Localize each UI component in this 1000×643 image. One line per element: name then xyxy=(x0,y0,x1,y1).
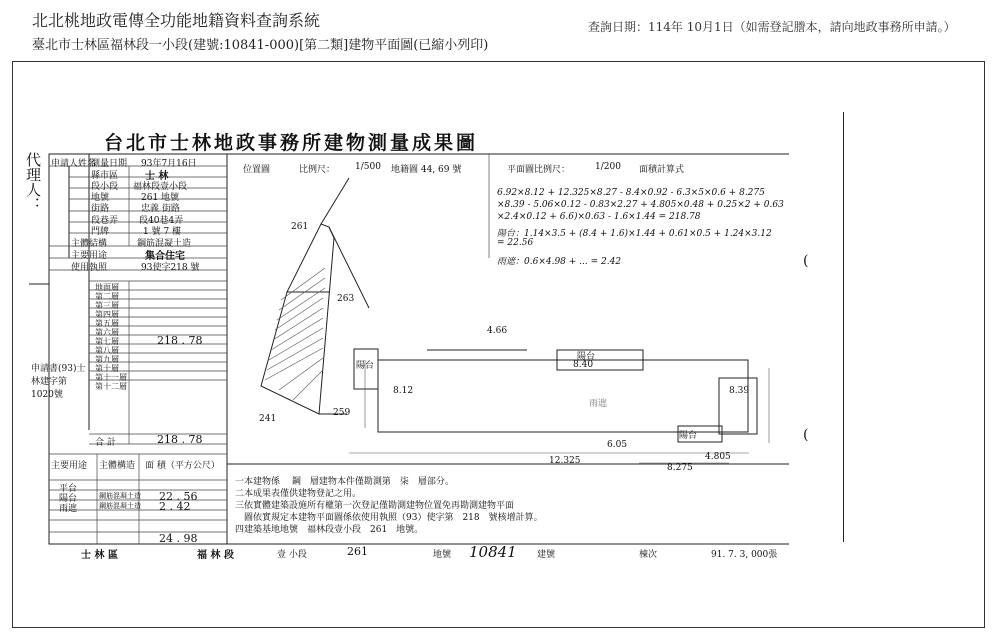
paren-mark-1: ( xyxy=(803,253,809,269)
lot-number-241: 241 xyxy=(259,414,277,424)
note-3: 三依實體建築設施所有權第一次登記僅勘測建物位置免再勘測建物平面 xyxy=(235,501,515,511)
footer-lot: 261 xyxy=(347,545,368,558)
total-value: 218 . 78 xyxy=(157,433,203,446)
floor-label-1: 第二層 xyxy=(95,292,119,301)
document-title: 台北市士林地政事務所建物測量成果圖 xyxy=(104,132,479,154)
floor-label-2: 第三層 xyxy=(95,301,119,310)
left-applicant-note: 申請書(93)士林建字第1020號 xyxy=(31,364,86,400)
floor-label-11: 第十二層 xyxy=(95,382,127,391)
footer-building-number: 10841 xyxy=(469,543,517,561)
survey-document xyxy=(24,118,790,562)
row-value-1: 福林段壹小段 xyxy=(133,182,188,192)
footer-building-label: 建號 xyxy=(537,550,556,560)
footer-batch-label: 棟次 xyxy=(639,550,658,560)
annex-total: 24 . 98 xyxy=(159,532,198,545)
annex-use-0: 平台 xyxy=(59,484,78,494)
floor-label-7: 第八層 xyxy=(95,346,119,355)
row-label-2: 地號 xyxy=(91,193,110,203)
position-map-label: 位置圖 xyxy=(243,165,271,175)
dim-bottom: 12.325 xyxy=(549,456,581,466)
room-balcony-right: 陽台 xyxy=(679,431,698,441)
room-balcony-left: 陽台 xyxy=(356,361,375,371)
calc-line-5: 雨遮：0.6×4.98 + ... = 2.42 xyxy=(497,257,622,267)
dim-right-height: 8.39 xyxy=(729,386,750,396)
annex-use-1: 陽台 xyxy=(59,494,78,504)
footer-small-section: 壹 小段 xyxy=(277,550,307,560)
floor-label-3: 第四層 xyxy=(95,310,119,319)
annex-header-use: 主要用途 xyxy=(51,461,88,471)
note-5: 四建築基地地號 福林段壹小段 261 地號。 xyxy=(235,525,424,535)
calc-line-3: 陽台：1.14×3.5 + (8.4 + 1.6)×1.44 + 0.61×0.5 + 1.24×3.12 xyxy=(497,229,772,239)
footer-lot-label: 地號 xyxy=(433,550,452,560)
floor-label-9: 第十層 xyxy=(95,364,119,373)
annex-struct-1: 鋼筋混凝土造 xyxy=(99,492,141,500)
row-label-4: 段巷弄 xyxy=(91,216,119,226)
lot-number-263: 263 xyxy=(337,294,355,304)
annex-area-1: 22 . 56 xyxy=(159,490,198,503)
total-label: 合 計 xyxy=(95,438,116,448)
survey-date-label: 測量日期 xyxy=(91,159,128,169)
scale-label-2: 平面圖比例尺： xyxy=(507,165,571,175)
calc-line-0: 6.92×8.12 + 12.325×8.27 - 8.4×0.92 - 6.3×5×0.6 + 8.275 xyxy=(497,188,765,198)
lot-number-261: 261 xyxy=(291,222,309,232)
dim-bottom-right-3: 6.05 xyxy=(607,440,628,450)
row-label-7: 主要用途 xyxy=(71,251,108,261)
annex-header-area: 面 積（平方公尺） xyxy=(145,461,220,471)
calc-line-1: ×8.39 - 5.06×0.12 - 0.83×2.27 + 4.805×0.48 + 0.25×2 + 0.63 xyxy=(497,200,784,210)
room-rain-shelter: 雨遮 xyxy=(589,399,608,409)
scale-value-1: 1/500 xyxy=(355,162,381,172)
paren-mark-2: ( xyxy=(803,427,809,443)
dim-left-height: 8.12 xyxy=(393,386,414,396)
row-value-3: 忠義 街路 xyxy=(141,204,180,214)
agent-handwriting: 代理人： xyxy=(24,152,42,212)
row-label-1: 段小段 xyxy=(91,182,119,192)
calc-line-4: = 22.56 xyxy=(497,238,534,248)
annex-area-2: 2 . 42 xyxy=(159,500,191,513)
row-label-6: 主體結構 xyxy=(71,239,108,249)
calc-label: 面積計算式 xyxy=(639,165,685,175)
footer-section: 福 林 段 xyxy=(197,550,234,561)
floor-label-4: 第五層 xyxy=(95,319,119,328)
row-value-0: 士 林 xyxy=(145,171,169,182)
dim-top-left: 4.66 xyxy=(487,326,508,336)
floor-label-0: 地面層 xyxy=(95,283,119,292)
calc-line-2: ×2.4×0.12 + 6.6)×0.63 - 1.6×1.44 = 218.78 xyxy=(497,212,701,222)
note-2: 二本成果表僅供建物登記之用。 xyxy=(235,489,362,499)
note-1: 一本建物係 鋼 層建物本件僅勘測第 柒 層部分。 xyxy=(235,477,454,487)
header-subtitle: 臺北市士林區福林段一小段(建號:10841-000)[第二類]建物平面圖(已縮小列印) xyxy=(32,38,489,53)
floor-7-area: 218 . 78 xyxy=(157,334,203,347)
applicant-label: 申請人姓名 xyxy=(51,159,97,169)
dim-balcony-mid: 8.40 xyxy=(573,360,594,370)
right-rule xyxy=(843,112,844,542)
row-value-7: 集合住宅 xyxy=(145,251,185,262)
map-reference: 地籍圖 44, 69 號 xyxy=(391,165,462,175)
annex-use-2: 雨遮 xyxy=(59,504,78,514)
survey-date: 93年7月16日 xyxy=(141,159,197,169)
row-label-8: 使用執照 xyxy=(71,263,108,273)
annex-header-struct: 主體構造 xyxy=(99,461,136,471)
note-4: 圖依實規定本建物平面圖係依使用執照（93）使字第 218 號核增計算。 xyxy=(235,513,543,523)
row-value-6: 鋼筋混凝土造 xyxy=(137,239,192,249)
room-balcony: 陽台 xyxy=(577,352,596,362)
row-label-3: 街路 xyxy=(91,204,110,214)
floor-label-8: 第九層 xyxy=(95,355,119,364)
row-label-0: 縣市區 xyxy=(91,171,119,181)
header-title: 北北桃地政電傳全功能地籍資料查詢系統 xyxy=(32,11,321,30)
annex-struct-2: 鋼筋混凝土造 xyxy=(99,502,141,510)
row-value-5: 1 號 7 樓 xyxy=(143,227,182,237)
footer-form-code: 91. 7. 3, 000張 xyxy=(711,550,778,560)
dim-bottom-right-2: 4.805 xyxy=(705,452,731,462)
floor-label-5: 第六層 xyxy=(95,328,119,337)
dim-bottom-right: 8.275 xyxy=(667,463,693,473)
lot-number-259: 259 xyxy=(333,408,351,418)
scale-label-1: 比例尺： xyxy=(299,165,336,175)
scale-value-2: 1/200 xyxy=(595,162,621,172)
row-label-5: 門牌 xyxy=(91,227,110,237)
floor-label-10: 第十一層 xyxy=(95,373,127,382)
row-value-2: 261 地號 xyxy=(141,193,180,203)
floor-label-6: 第七層 xyxy=(95,337,119,346)
footer-district: 士 林 區 xyxy=(81,550,118,561)
row-value-8: 93使字218 號 xyxy=(141,263,200,273)
query-date: 查詢日期：114年 10月1日（如需登記謄本，請向地政事務所申請。） xyxy=(588,20,956,34)
row-value-4: 段40巷4弄 xyxy=(139,216,184,226)
